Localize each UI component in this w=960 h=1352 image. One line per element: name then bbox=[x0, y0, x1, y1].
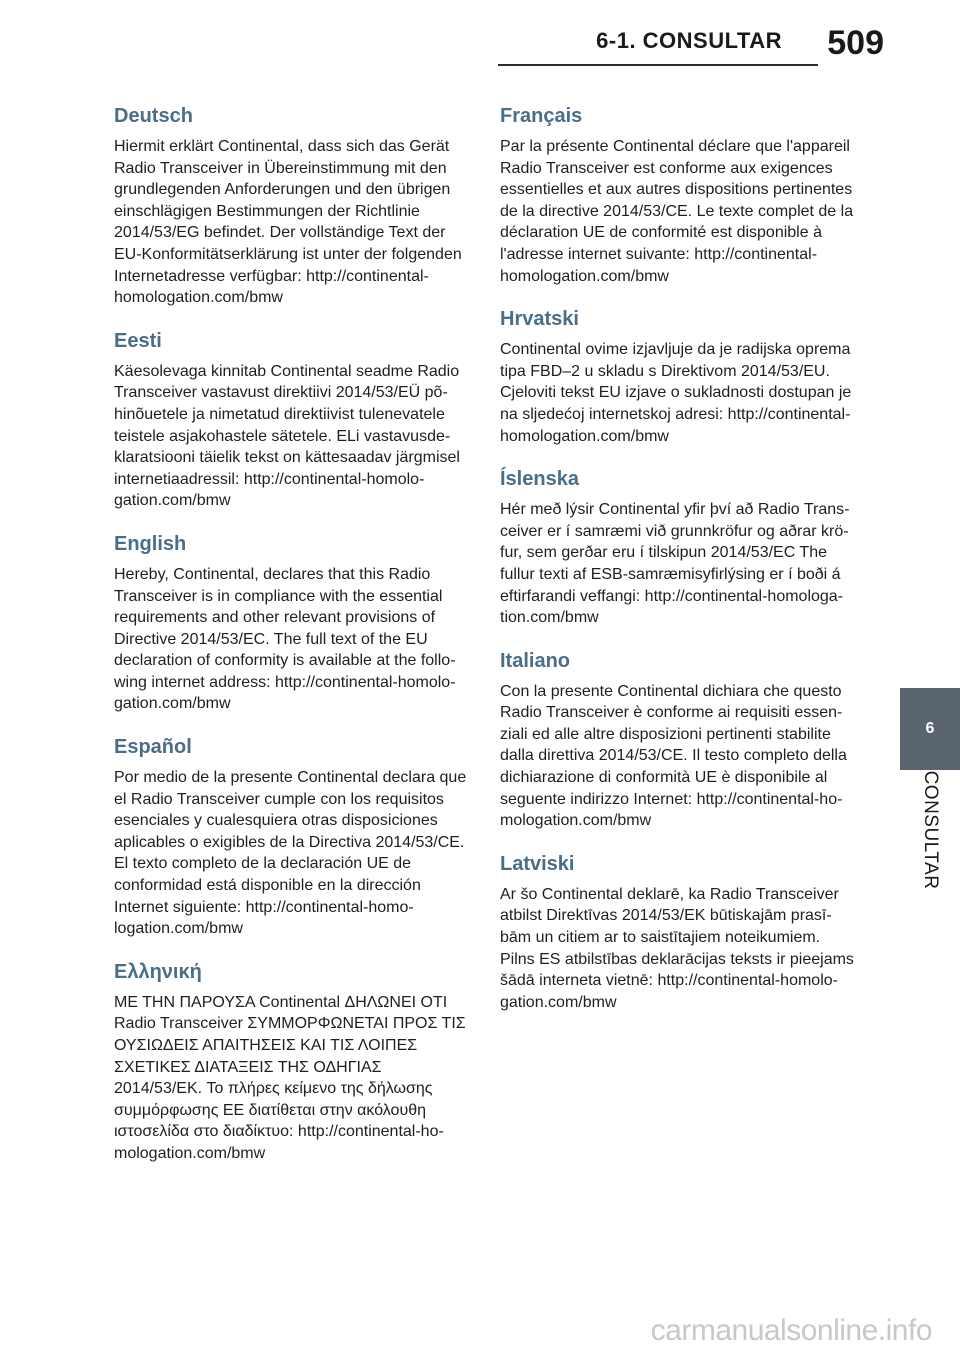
chapter-label: CONSULTAR bbox=[920, 770, 941, 890]
section-heading: Deutsch bbox=[114, 105, 193, 127]
page-header bbox=[0, 0, 960, 80]
section-deutsch bbox=[114, 104, 470, 309]
section-body: Käesolevaga kinnitab Continental seadme Radio Transceiver vastavust direktiivi 2014/53/EÜ põhinõuetele ja nimetatud direktiivist tulenevatele teistele asjakohastele sätetele. ELi vastavusdeklaratsiooni täielik tekst on kättesaadav järgmisel internetiaadressil: http://continental-homologation.com/bmw bbox=[114, 362, 460, 510]
section-eesti bbox=[114, 329, 470, 512]
section-francais bbox=[500, 104, 856, 287]
section-title: 6-1. CONSULTAR bbox=[596, 28, 782, 53]
section-body: Con la presente Continental dichiara che questo Radio Transceiver è conforme ai requisiti essenziali ed alle altre disposizioni pertinenti stabilite dalla direttiva 2014/53/CE. Il testo completo della dichiarazione di conformità UE è disponibile al seguente indirizzo Internet: http://continental-homologation.com/bmw bbox=[500, 682, 847, 830]
header-divider bbox=[498, 64, 818, 66]
section-heading: Ελληνική bbox=[114, 960, 202, 983]
section-hrvatski bbox=[500, 307, 856, 447]
section-body: Ar šo Continental deklarē, ka Radio Transceiver atbilst Direktīvas 2014/53/EK būtiskajām prasībām un citiem ar to saistītajiem noteikumiem. Pilns ES atbilstības deklarācijas teksts ir pieejams šādā interneta vietnē: http://continental-homologation.com/bmw bbox=[500, 885, 854, 1011]
section-english bbox=[114, 532, 470, 715]
watermark: carmanualsonline.info bbox=[650, 1314, 932, 1347]
section-heading: Latviski bbox=[500, 852, 575, 875]
section-body: Continental ovime izjavljuje da je radijska oprema tipa FBD–2 u skladu s Direktivom 2014/53/EU. Cjeloviti tekst EU izjave o sukladnosti dostupan je na sljedećoj internetskoj adresi: http://continental-homologation.com/bmw bbox=[500, 341, 852, 445]
section-body: Hiermit erklärt Continental, dass sich das Gerät Radio Transceiver in Übereinstimmung mit den grundlegenden Anforderungen und den übrigen einschlägigen Bestimmungen der Richtlinie 2014/53/EG befindet. Der vollständige Text der EU-Konformitätserklärung ist unter der folgenden Internetadresse verfügbar: http://continental-homologation.com/bmw bbox=[114, 138, 462, 307]
section-heading: English bbox=[114, 532, 187, 555]
section-body: Hér með lýsir Continental yfir því að Radio Transceiver er í samræmi við grunnkröfur og aðrar kröfur, sem gerðar eru í tilskipun 2014/53/EC The fullur texti af ESB-samræmisyfirlýsing er í boði á eftirfarandi veffangi: http://continental-homologation.com/bmw bbox=[500, 501, 850, 627]
section-body: Hereby, Continental, declares that this Radio Transceiver is in compliance with the essential requirements and other relevant provisions of Directive 2014/53/EC. The full text of the EU declaration of conformity is available at the following internet address: http://continental-homologation.com/bmw bbox=[114, 565, 456, 713]
right-column bbox=[500, 104, 856, 1033]
section-body: Por medio de la presente Continental declara que el Radio Transceiver cumple con los requisitos esenciales y cualesquiera otras disposiciones aplicables o exigibles de la Directiva 2014/53/CE. El texto completo de la declaración UE de conformidad está disponible en la dirección Internet siguiente: http://continental-homologation.com/bmw bbox=[114, 769, 467, 938]
section-heading: Français bbox=[500, 105, 583, 127]
section-latviski bbox=[500, 852, 856, 1014]
chapter-number: 6 bbox=[925, 720, 935, 737]
section-heading: Íslenska bbox=[500, 468, 579, 491]
chapter-side-label bbox=[900, 770, 960, 920]
page-number: 509 bbox=[827, 24, 884, 62]
section-heading: Italiano bbox=[500, 649, 571, 672]
section-islenska bbox=[500, 467, 856, 629]
section-espanol bbox=[114, 735, 470, 940]
section-body: ΜΕ ΤΗΝ ΠΑΡΟΥΣΑ Continental ΔΗΛΩΝΕΙ ΟΤΙ Radio Transceiver ΣΥΜΜΟΡΦΩΝΕΤΑΙ ΠΡΟΣ ΤΙΣ ΟΥΣΙΩΔΕΙΣ ΑΠΑΙΤΗΣΕΙΣ ΚΑΙ ΤΙΣ ΛΟΙΠΕΣ ΣΧΕΤΙΚΕΣ ΔΙΑΤΑΞΕΙΣ ΤΗΣ ΟΔΗΓΙΑΣ 2014/53/EK. Το πλήρες κείμενο της δήλωσης συμμόρφωσης ΕΕ διατίθεται στην ακόλουθη ιστοσελίδα στο διαδίκτυο: http://continental-homologation.com/bmw bbox=[114, 993, 466, 1162]
section-greek bbox=[114, 960, 470, 1165]
section-heading: Español bbox=[114, 736, 192, 759]
section-heading: Eesti bbox=[114, 329, 162, 352]
chapter-tab bbox=[900, 688, 960, 770]
section-italiano bbox=[500, 649, 856, 832]
left-column bbox=[114, 104, 470, 1185]
section-body: Par la présente Continental déclare que l'appareil Radio Transceiver est conforme aux exigences essentielles et aux autres dispositions pertinentes de la directive 2014/53/CE. Le texte complet de la déclaration UE de conformité est disponible à l'adresse internet suivante: http://continental-homologation.com/bmw bbox=[500, 138, 854, 285]
section-heading: Hrvatski bbox=[500, 308, 579, 331]
